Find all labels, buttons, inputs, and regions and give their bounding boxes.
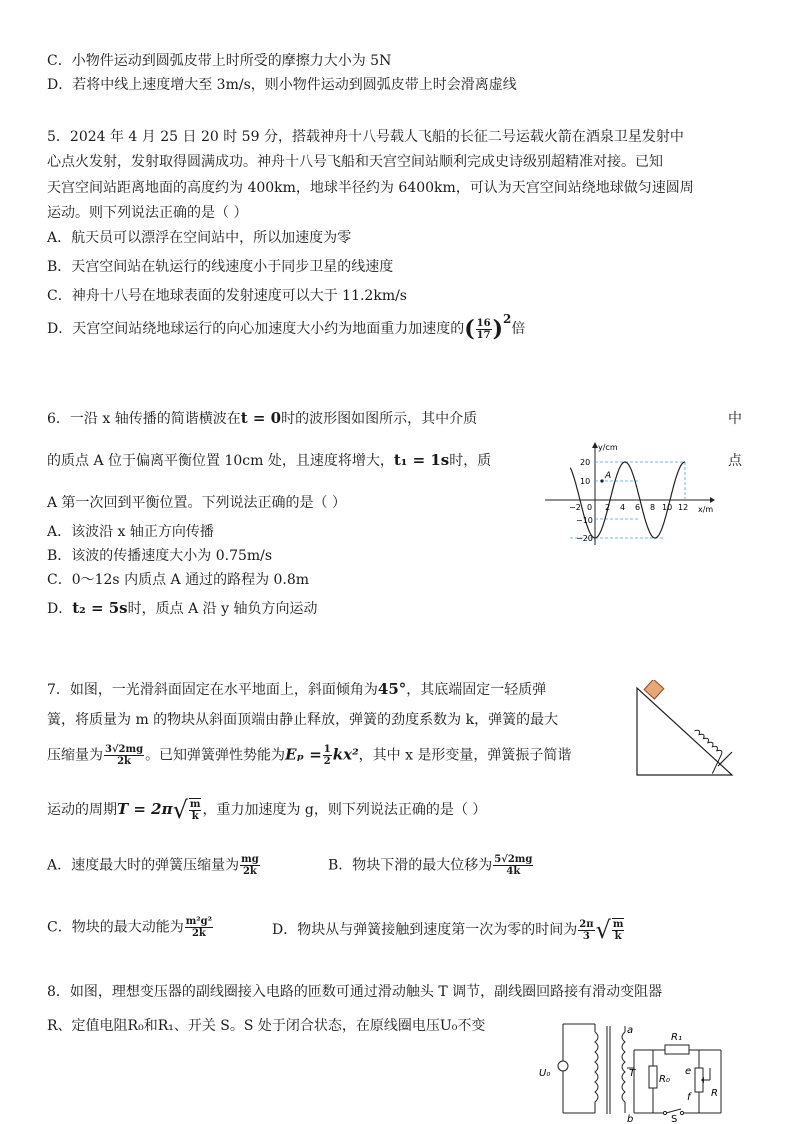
q6-l2-a: 的质点 A 位于偏离平衡位置 10cm 处，且速度将增大， [47,453,394,469]
q7-stem-line3 [47,744,571,767]
wave-xtick-0: 0 [587,503,593,512]
q7-l4-sqrt-frac [189,798,202,822]
q7-optb-frac [493,854,533,877]
incline-spring-figure [632,680,742,780]
sliding-block [644,680,664,699]
q5-paren-open: ( [464,316,475,342]
q7-l3-b: 。已知弹簧弹性势能为 [145,747,286,764]
q5-frac-den: 17 [476,329,491,341]
q5-stem-line4: 运动。则下列说法正确的是（ ） [47,205,248,221]
q6-option-c: C．0～12s 内质点 A 通过的路程为 0.8m [47,572,310,588]
transformer-circuit [535,1018,735,1122]
label-u0: U₀ [539,1068,551,1079]
q6-optd-post: 时，质点 A 沿 y 轴负方向运动 [127,601,318,617]
q7-optb-pre: B．物块下滑的最大位移为 [328,857,493,874]
wave-xtick-8: 8 [650,503,656,512]
label-e: e [685,1066,692,1077]
q6-stem-line2 [47,450,491,470]
q7-opta-pre: A．速度最大时的弹簧压缩量为 [47,857,240,874]
q7-optd-frac [578,919,594,942]
q7-optd-num: 2π [579,918,594,930]
switch-s-blade [666,1109,681,1113]
q6-l2-b: 时，质 [449,453,492,469]
q4-option-c: C．小物件运动到圆弧皮带上时所受的摩擦力大小为 5N [47,53,392,69]
wave-ytick-neg10: −10 [576,516,593,525]
block-group [644,680,664,699]
wave-xtick-6: 6 [635,503,641,512]
spring-base-plate [718,752,732,766]
q7-l3-half [323,744,332,767]
q7-opta-num: mg [241,854,259,865]
q7-opta-den: 2k [242,866,257,877]
q7-optd-pre: D．物块从与弹簧接触到速度第一次为零的时间为 [272,922,578,938]
q5-option-d-text: D．天宫空间站绕地球运行的向心加速度大小约为地面重力加速度的 [47,321,465,337]
q7-l4-b: ，重力加速度为 g，则下列说法正确的是（ ） [202,802,487,818]
wave-ytick-10: 10 [580,477,591,486]
q7-l1-b: ，其底端固定一轻质弹 [406,682,547,698]
wave-point-a [600,479,603,482]
q6-l1-a: 6．一沿 x 轴传播的简谐横波在 [47,411,241,427]
wave-graph [540,440,715,550]
label-s: S [671,1114,678,1122]
q7-l4-sqrt-sign: √ [172,796,188,824]
q7-option-c [47,916,214,939]
q7-optd-den: 3 [582,930,590,942]
secondary-coil [622,1032,625,1102]
q6-l2-math: t₁ = 1s [393,451,450,469]
wave-xtick-2: 2 [605,503,611,512]
q7-l3-half-num: 1 [323,744,331,755]
q5-option-c: C．神舟十八号在地球表面的发射速度可以大于 11.2km/s [47,288,407,304]
q5-exponent: 2 [503,312,512,327]
label-t: T [629,1068,636,1079]
q5-option-b: B．天宫空间站在轨运行的线速度小于同步卫星的线速度 [47,259,394,275]
q6-optd-pre: D． [47,601,73,617]
wave-ytick-neg20: −20 [576,534,593,543]
q6-stem-line1 [47,408,477,428]
q7-optc-pre: C．物块的最大动能为 [47,919,184,936]
label-b: b [627,1114,634,1122]
q7-optb-num: 5√2mg [494,854,533,865]
label-r1: R₁ [671,1032,682,1043]
q7-opta-frac [240,854,260,877]
q8-stem-line2: R、定值电阻R₀和R₁、开关 S。S 处于闭合状态，在原线圈电压U₀不变 [47,1018,486,1034]
q7-optd-sqrt-frac [612,918,625,942]
q7-l1-math: 45° [377,680,407,698]
q6-optd-math: t₂ = 5s [72,599,128,617]
q5-stem-line3: 天宫空间站距离地面的高度约为 400km，地球半径约为 6400km，可认为天宫空间站绕地球做匀速圆周 [47,180,694,196]
q7-l3-kx: kx² [332,745,359,764]
q6-option-d [47,598,317,618]
q5-fraction [476,318,492,341]
q7-optc-num: m²g² [185,916,213,927]
q7-l4-t: T = 2π [117,800,173,818]
q5-stem-line2: 心点火发射，发射取得圆满成功。神舟十八号飞船和天宫空间站顺利完成史诗级别超精准对接。已知 [47,154,663,170]
q7-optd-sq-num: m [612,919,624,930]
q7-l4-sq-num: m [189,799,201,810]
q7-stem-line1 [47,679,546,699]
label-r0: R₀ [659,1074,670,1085]
q7-optc-frac [185,916,213,939]
wave-y-label: y/cm [598,443,618,452]
q7-option-b [328,854,534,877]
wave-point-a-label: A [605,471,612,481]
q5-option-a: A．航天员可以漂浮在空间站中，所以加速度为零 [47,230,352,246]
q7-l3-frac-num: 3√2mg [105,744,144,755]
q7-l4-sq-den: k [191,811,199,822]
q7-optb-den: 4k [506,866,521,877]
wave-x-label: x/m [698,505,714,514]
q5-paren-close: ) [492,316,503,342]
q6-l1-right: 中 [728,411,742,427]
q7-stem-line4 [47,796,486,824]
q7-l3-a: 压缩量为 [47,747,103,764]
q7-l3-c: ，其中 x 是形变量，弹簧振子简谐 [358,747,572,764]
label-a: a [627,1025,634,1036]
q7-l3-half-den: 2 [323,756,331,767]
q7-option-a [47,854,261,877]
q4-option-d: D．若将中线上速度增大至 3m/s，则小物件运动到圆弧皮带上时会滑离虚线 [47,77,517,93]
wave-xtick-neg2: −2 [569,503,581,512]
q7-l4-a: 运动的周期 [47,802,117,818]
q6-option-b: B．该波的传播速度大小为 0.75m/s [47,548,273,564]
q7-optd-sqrt-sign: √ [595,916,611,944]
q7-l1-a: 7．如图，一光滑斜面固定在水平地面上，斜面倾角为 [47,682,378,698]
wave-x-arrow [710,497,715,503]
q7-l3-frac [104,744,144,767]
switch-terminal-right [680,1111,683,1114]
wave-xtick-10: 10 [662,503,673,512]
wave-xtick-4: 4 [620,503,626,512]
q5-stem-line1: 5．2024 年 4 月 25 日 20 时 59 分，搭载神舟十八号载人飞船的长征二号运载火箭在酒泉卫星发射中 [47,129,684,145]
resistor-r0 [649,1066,657,1088]
resistor-r1 [665,1045,689,1054]
primary-coil [595,1032,598,1113]
label-f: f [687,1092,691,1103]
q5-frac-num: 16 [476,317,491,329]
q7-stem-line2: 簧，将质量为 m 的物块从斜面顶端由静止释放，弹簧的劲度系数为 k，弹簧的最大 [47,712,559,728]
q6-l1-math: t = 0 [240,409,282,427]
q7-option-d [272,916,625,944]
q6-option-a: A．该波沿 x 轴正方向传播 [47,524,214,540]
label-r: R [711,1088,718,1099]
wave-ytick-20: 20 [580,458,591,467]
q6-l2-right: 点 [728,453,742,469]
q7-l3-frac-den: 2k [117,756,131,767]
q6-stem-line3: A 第一次回到平衡位置。下列说法正确的是（ ） [47,495,347,511]
q8-stem-line1: 8．如图，理想变压器的副线圈接入电路的匝数可通过滑动触头 T 调节，副线圈回路接有滑动变阻器 [47,984,663,1000]
wave-xtick-12: 12 [678,503,689,512]
q7-optd-sq-den: k [614,931,622,942]
q6-l1-b: 时的波形图如图所示，其中介质 [281,411,478,427]
q5-option-d [47,312,526,342]
ac-source-icon [558,1061,568,1071]
q5-option-d-tail: 倍 [511,321,526,337]
q7-l3-ep: Eₚ = [285,745,322,764]
q7-optc-den: 2k [191,928,206,939]
